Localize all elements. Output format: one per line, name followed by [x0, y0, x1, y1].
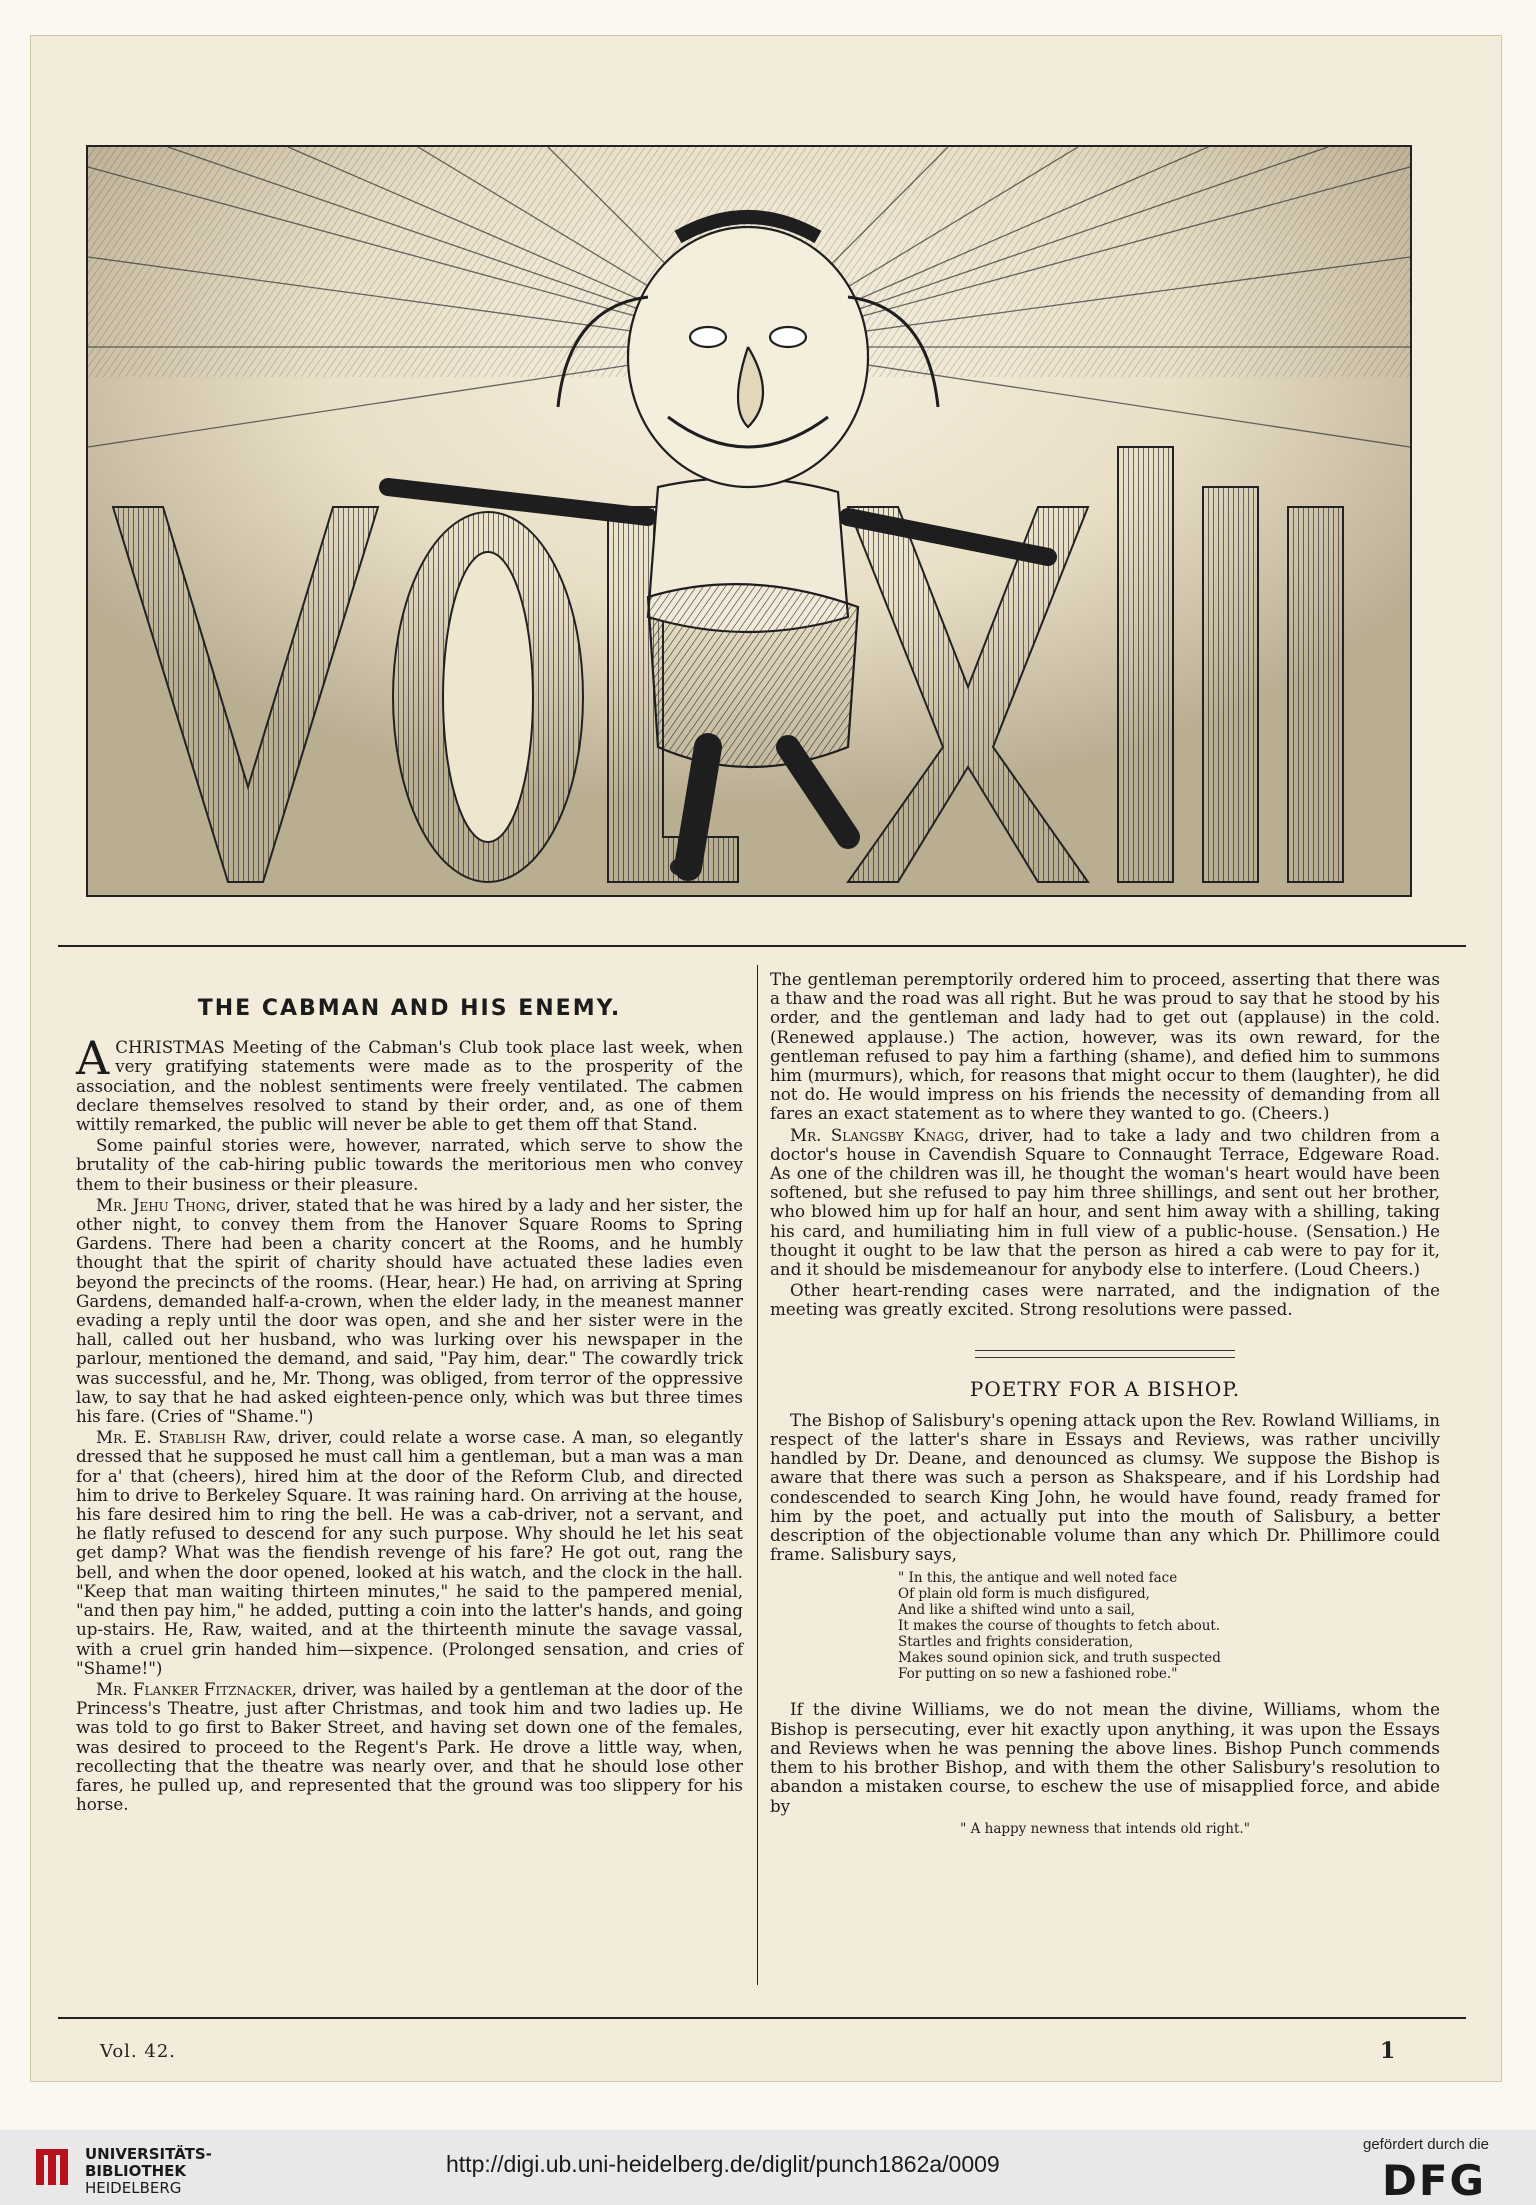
volume-label: Vol. 42.	[100, 2041, 177, 2062]
verse-line: Startles and frights consideration,	[898, 1634, 1134, 1651]
title-illustration	[86, 145, 1412, 897]
permalink-url[interactable]: http://digi.ub.uni-heidelberg.de/diglit/punch1862a/0009	[446, 2151, 1000, 2177]
speaker-name: Mr. Slangsby Knagg	[790, 1124, 964, 1145]
footer-rule	[58, 2017, 1466, 2019]
speaker-name: Mr. Jehu Thong	[96, 1194, 226, 1215]
paragraph: Mr. E. Stablish Raw, driver, could relate a worse case. A man, so elegantly dressed that he supposed he must call him a gentleman, but a man was a man for a' that (cheers), hired him at the door of the Reform Club, and directed him to drive to Berkeley Square. It was raining hard. On arriving at the house, his fare desired him to ring the bell. He was a cab-driver, not a servant, and he flatly refused to descend for any such purpose. Why should he let his seat get damp? What was the fiendish revenge of his fare? He got out, rang the bell, and when the door opened, looked at his watch, and the clock in the hall. "Keep that man waiting thirteen minutes," he said to the pampered menial, "and then pay him," he added, putting a coin into the latter's hands, and going up-stairs. He, Raw, waited, and at the thirteenth minute the savage vassal, with a cruel grin handed him—sixpence. (Prolonged sensation, and cries of "Shame!")	[76, 1427, 744, 1678]
vol-xlii-drawing	[88, 147, 1410, 895]
drop-cap: A	[76, 1031, 110, 1086]
paragraph: ACHRISTMAS Meeting of the Cabman's Club took place last week, when very gratifying statements were made as to the prosperity of the association, and the noblest sentiments were freely ventilated. The cabmen declare themselves resolved to stand by their order, and, as one of them wittily remarked, the public will never be able to get them off that Stand.	[76, 1031, 743, 1135]
header-underline	[58, 945, 1466, 947]
right-column	[770, 970, 1440, 1839]
verse-line: And like a shifted wind unto a sail,	[898, 1602, 1136, 1619]
paragraph: The Bishop of Salisbury's opening attack upon the Rev. Rowland Williams, in respect of the latter's share in Essays and Reviews, was rather uncivilly handled by Dr. Deane, and denounced as clumsy. We suppose the Bishop is aware that there was such a person as Shakspeare, and if his Lordship had condescended to search King John, he would have found, ready framed for him by the poet, and actually put into the mouth of Salisbury, a better description of the objectionable volume than any which Dr. Phillimore could frame. Salisbury says,	[770, 1409, 1440, 1565]
library-name[interactable]: UNIVERSITÄTS- BIBLIOTHEK HEIDELBERG	[85, 2145, 212, 2197]
dfg-logo[interactable]: DFG	[1382, 2156, 1487, 2205]
university-library-logo-icon[interactable]	[34, 2145, 78, 2189]
verse-line: Of plain old form is much disfigured,	[898, 1586, 1150, 1603]
verse-line: For putting on so new a fashioned robe."	[898, 1666, 1178, 1683]
verse-line: " In this, the antique and well noted face	[898, 1570, 1178, 1587]
article-title-cabman: THE CABMAN AND HIS ENEMY.	[197, 996, 622, 1021]
verse-quote	[898, 1570, 1440, 1682]
paragraph: Some painful stories were, however, narrated, which serve to show the brutality of the cab-hiring public towards the meritorious men who convey them to their business or their pleasure.	[76, 1135, 743, 1194]
verse-line: It makes the course of thoughts to fetch about.	[898, 1618, 1221, 1635]
verse-line: Makes sound opinion sick, and truth suspected	[898, 1650, 1221, 1667]
page-number: 1	[1380, 2038, 1396, 2064]
paragraph: Mr. Slangsby Knagg, driver, had to take a lady and two children from a doctor's house in Cavendish Square to Connaught Terrace, Edgeware Road. As one of the children was ill, he thought the woman's heart would have been softened, but she refused to pay him three shillings, and sent out her brother, who blowed him up for half an hour, and sent him away with a shilling, taking his card, and humiliating him in full view of a public-house. (Sensation.) He thought it ought to be law that the person as hired a cab were to pay for it, and it should be misdemeanour for anybody else to interfere. (Loud Cheers.)	[770, 1124, 1440, 1280]
paragraph: The gentleman peremptorily ordered him to proceed, asserting that there was a thaw and the road was all right. But he was proud to say that he stood by his order, and the gentleman and lady had to get out (applause) in the cold. (Renewed applause.) The action, however, was its own reward, for the gentleman refused to pay him a farthing (shame), and defied him to summons him (murmurs), which, for reasons that might occur to them (laughter), he did not do. He would impress on his friends the necessity of demanding from all fares an exact statement as to where they wanted to go. (Cheers.)	[770, 969, 1440, 1124]
paragraph: Mr. Jehu Thong, driver, stated that he was hired by a lady and her sister, the other night, to convey them from the Hanover Square Rooms to Spring Gardens. There had been a charity concert at the Rooms, and he humbly thought that the spirit of charity should have actuated these ladies even beyond the precincts of the rooms. (Hear, hear.) He had, on arriving at Spring Gardens, demanded half-a-crown, when the elder lady, in the meanest manner evading a reply until the door was open, and she and her sister were in the hall, called out her husband, who was lurking over his newspaper in the parlour, mentioned the demand, and said, "Pay him, dear." The cowardly trick was successful, and he, Mr. Thong, was obliged, from terror of the oppressive law, to say that he had asked eighteen-pence only, which was but three times his fare. (Cries of "Shame.")	[76, 1194, 743, 1427]
paragraph: Mr. Flanker Fitznacker, driver, was hailed by a gentleman at the door of the Princess's Theatre, just after Christmas, and took him and two ladies up. He was told to go first to Baker Street, and having set down one of the females, was desired to proceed to the Regent's Park. He drove a little way, when, recollecting that the theatre was nearly over, and that he should lose other fares, he pulled up, and represented that the ground was too slippery for his horse.	[76, 1678, 744, 1815]
column-divider	[757, 965, 758, 1985]
article-title-poetry: POETRY FOR A BISHOP.	[969, 1376, 1241, 1401]
speaker-name: Mr. E. Stablish Raw	[96, 1427, 266, 1448]
paragraph: If the divine Williams, we do not mean the divine, Williams, whom the Bishop is persecuting, ever hit exactly upon anything, it was upon the Essays and Reviews when he was penning the above lines. Bishop Punch commends them to his brother Bishop, and with them the other Salisbury's resolution to abandon a mistaken course, to eschew the use of misapplied force, and abide by	[770, 1699, 1440, 1816]
paragraph: Other heart-rending cases were narrated, and the indignation of the meeting was greatly excited. Strong resolutions were passed.	[770, 1280, 1440, 1320]
speaker-name: Mr. Flanker Fitznacker	[96, 1678, 292, 1699]
left-column	[76, 995, 743, 1816]
closing-quote: " A happy newness that intends old right."	[960, 1820, 1250, 1837]
funded-by-label: gefördert durch die	[1363, 2136, 1489, 2153]
double-rule-separator	[975, 1350, 1235, 1358]
